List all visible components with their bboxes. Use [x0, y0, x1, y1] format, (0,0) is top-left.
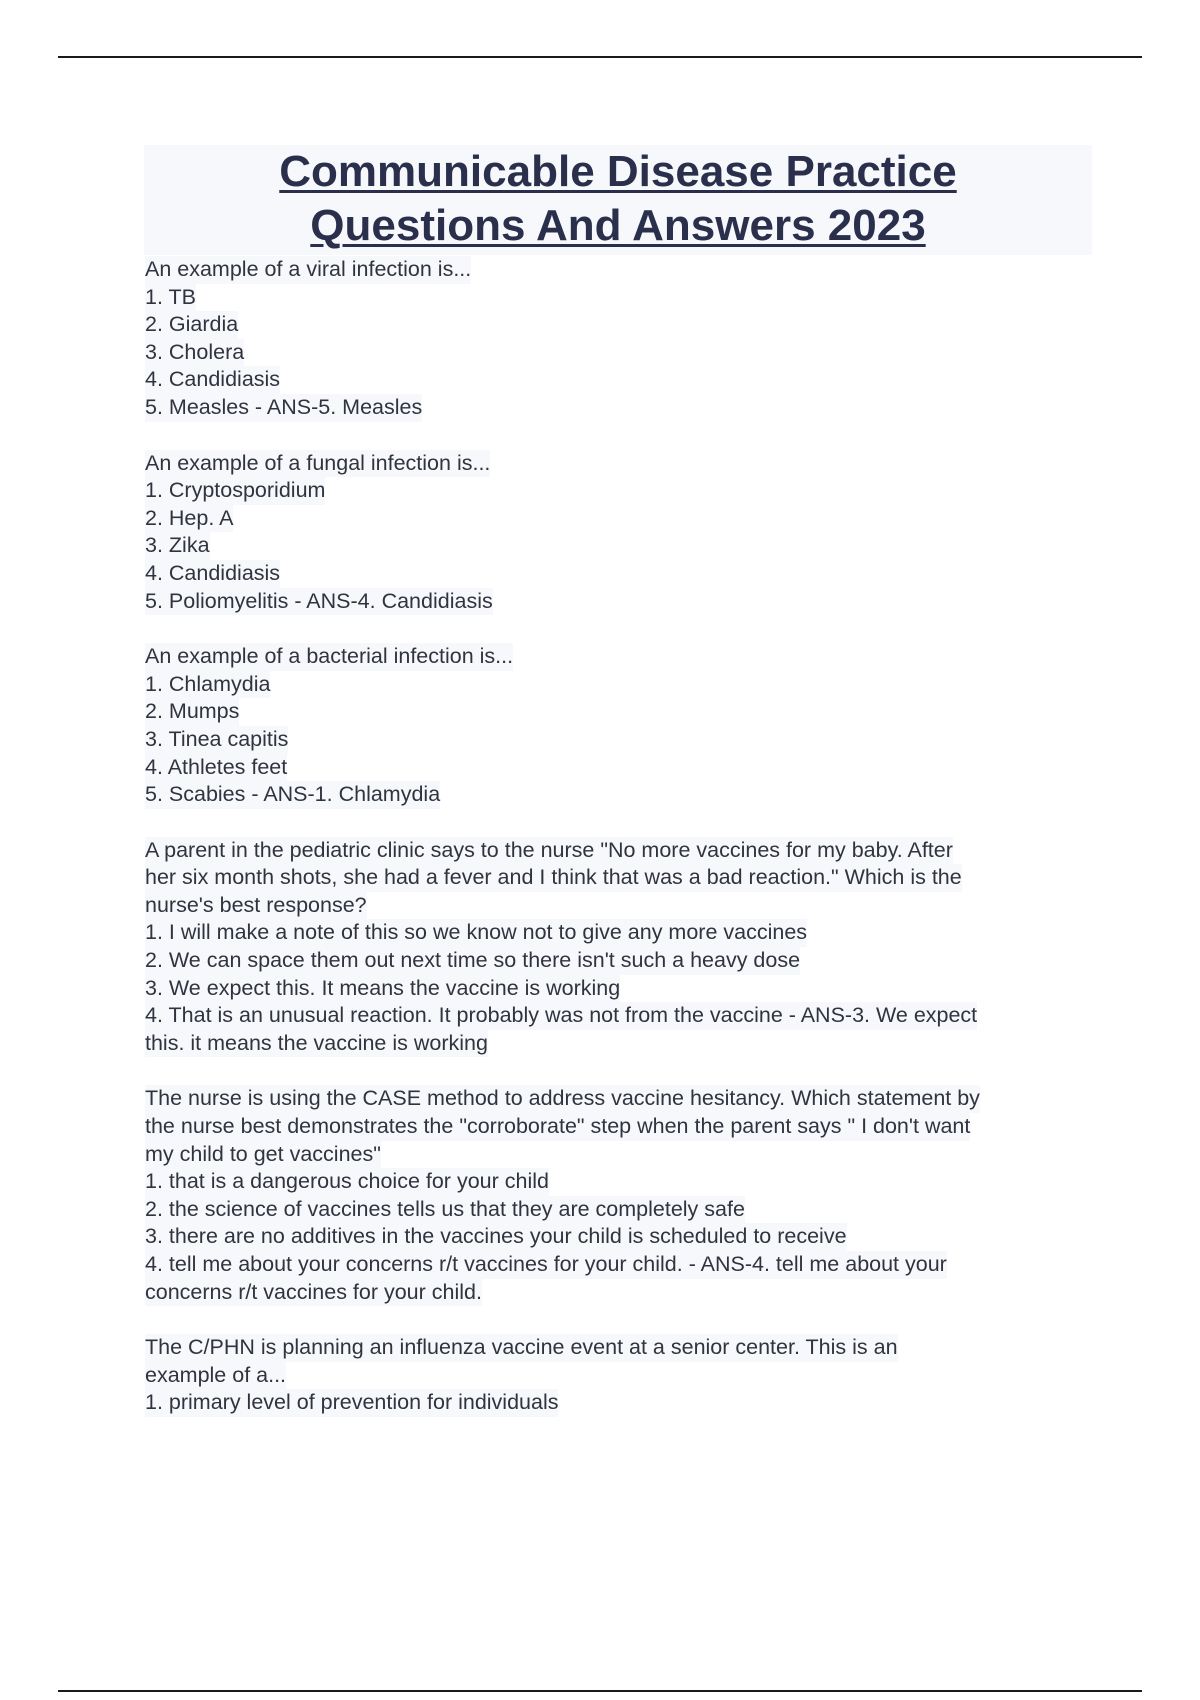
- questions-list: [145, 256, 1095, 1445]
- option-line: 1. primary level of prevention for individuals: [145, 1389, 558, 1417]
- question-line: example of a...: [145, 1362, 286, 1390]
- question-bacterial-infection: [145, 643, 1095, 809]
- option-line: 1. I will make a note of this so we know not to give any more vaccines: [145, 919, 807, 947]
- title-line-1: Communicable Disease Practice: [279, 147, 957, 196]
- answer-line: 4. tell me about your concerns r/t vaccines for your child. - ANS-4. tell me about your: [145, 1251, 947, 1279]
- option-line: 3. Cholera: [145, 339, 244, 367]
- answer-line: this. it means the vaccine is working: [145, 1030, 488, 1058]
- question-line: An example of a viral infection is...: [145, 256, 471, 284]
- title-line-2: Questions And Answers 2023: [310, 201, 926, 250]
- question-line: The C/PHN is planning an influenza vaccine event at a senior center. This is an: [145, 1334, 898, 1362]
- option-line: 4. Candidiasis: [145, 366, 280, 394]
- header-rule: [58, 56, 1142, 58]
- option-line: 2. the science of vaccines tells us that they are completely safe: [145, 1196, 745, 1224]
- question-line: A parent in the pediatric clinic says to the nurse "No more vaccines for my baby. After: [145, 837, 953, 865]
- question-viral-infection: [145, 256, 1095, 422]
- question-fungal-infection: [145, 450, 1095, 616]
- option-line: 4. Athletes feet: [145, 754, 287, 782]
- answer-line: 5. Poliomyelitis - ANS-4. Candidiasis: [145, 588, 493, 616]
- question-line: nurse's best response?: [145, 892, 367, 920]
- question-line: her six month shots, she had a fever and I think that was a bad reaction." Which is the: [145, 864, 962, 892]
- option-line: 2. We can space them out next time so there isn't such a heavy dose: [145, 947, 800, 975]
- footer-rule: [58, 1690, 1142, 1692]
- question-line: my child to get vaccines": [145, 1141, 381, 1169]
- option-line: 1. that is a dangerous choice for your child: [145, 1168, 549, 1196]
- option-line: 2. Giardia: [145, 311, 238, 339]
- answer-line: 4. That is an unusual reaction. It probably was not from the vaccine - ANS-3. We expect: [145, 1002, 977, 1030]
- question-line: the nurse best demonstrates the "corroborate" step when the parent says " I don't want: [145, 1113, 970, 1141]
- question-line: The nurse is using the CASE method to address vaccine hesitancy. Which statement by: [145, 1085, 980, 1113]
- document-title: [144, 145, 1092, 255]
- option-line: 1. TB: [145, 284, 196, 312]
- question-case-method: [145, 1085, 1095, 1306]
- option-line: 1. Chlamydia: [145, 671, 270, 699]
- answer-line: 5. Scabies - ANS-1. Chlamydia: [145, 781, 440, 809]
- option-line: 3. there are no additives in the vaccines your child is scheduled to receive: [145, 1223, 847, 1251]
- option-line: 3. Tinea capitis: [145, 726, 288, 754]
- option-line: 1. Cryptosporidium: [145, 477, 325, 505]
- option-line: 2. Hep. A: [145, 505, 233, 533]
- option-line: 2. Mumps: [145, 698, 239, 726]
- option-line: 4. Candidiasis: [145, 560, 280, 588]
- answer-line: concerns r/t vaccines for your child.: [145, 1279, 482, 1307]
- question-line: An example of a fungal infection is...: [145, 450, 490, 478]
- option-line: 3. Zika: [145, 532, 210, 560]
- question-vaccine-reaction: [145, 837, 1095, 1058]
- option-line: 3. We expect this. It means the vaccine is working: [145, 975, 620, 1003]
- question-influenza-event: [145, 1334, 1095, 1417]
- question-line: An example of a bacterial infection is...: [145, 643, 513, 671]
- answer-line: 5. Measles - ANS-5. Measles: [145, 394, 422, 422]
